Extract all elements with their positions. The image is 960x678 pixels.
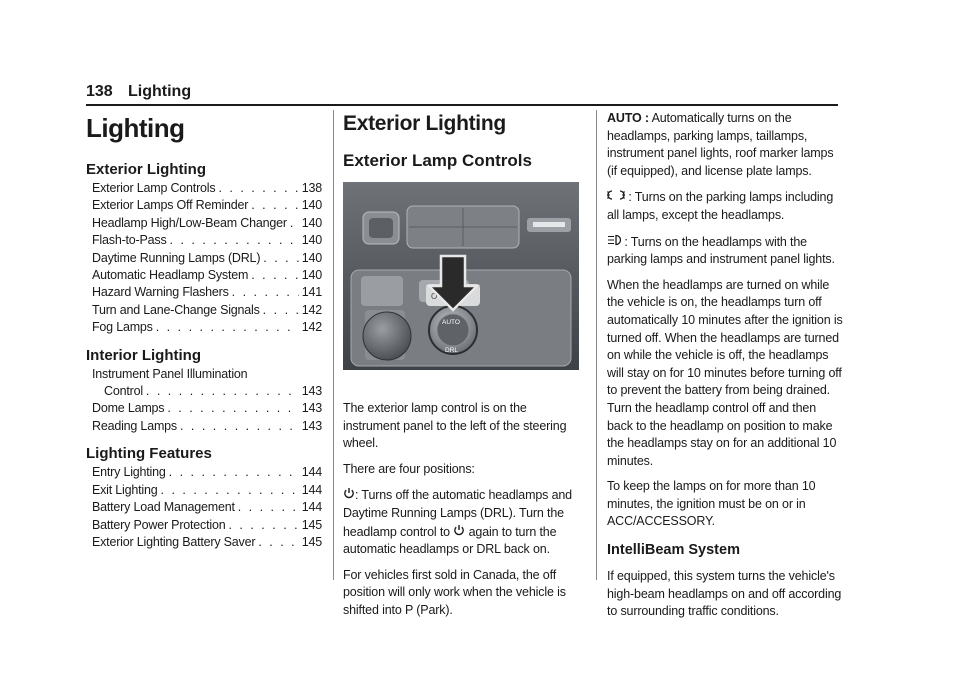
toc-entry[interactable]: [86, 197, 322, 214]
content-column-3: [607, 110, 843, 629]
toc-entry[interactable]: [86, 232, 322, 249]
paragraph: The exterior lamp control is on the instrument panel to the left of the steering wheel.: [343, 401, 567, 451]
toc-entry[interactable]: [86, 418, 322, 435]
toc-entry-page: 142: [301, 302, 322, 317]
dot-leader: [146, 383, 299, 400]
dot-leader: [180, 418, 299, 435]
toc-entry[interactable]: [86, 215, 322, 232]
toc-entry-text: Headlamp High/Low-Beam Changer: [92, 215, 287, 230]
toc-group-exterior: [86, 160, 322, 337]
toc-group-interior: [86, 346, 322, 436]
toc-entry-text: Exterior Lighting Battery Saver: [92, 534, 256, 549]
toc-entry[interactable]: [86, 180, 322, 197]
toc-entry[interactable]: [86, 319, 322, 336]
toc-entry-text: Battery Power Protection: [92, 517, 226, 532]
toc-entry-page: 143: [301, 384, 322, 399]
dot-leader: [161, 482, 299, 499]
toc-entry-page: 143: [301, 418, 322, 433]
toc-entry-text: Reading Lamps: [92, 418, 177, 433]
headlamp-control-illustration: [343, 182, 579, 370]
toc-entry-page: 140: [301, 233, 322, 248]
toc-entry-page: 143: [301, 401, 322, 416]
subsection-heading: IntelliBeam System: [607, 542, 740, 559]
dot-leader: [167, 400, 298, 417]
dot-leader: [169, 464, 299, 481]
section-heading: Exterior Lighting: [343, 112, 506, 135]
toc-entry-page: 144: [301, 500, 322, 515]
toc-entry-page: 140: [301, 198, 322, 213]
parking-lamps-icon: [607, 188, 625, 206]
dot-leader: [251, 267, 299, 284]
off-position-text: : Turns off the automatic headlamps and Daytime Running Lamps (DRL). Turn the headlamp control to: [343, 488, 572, 539]
power-off-icon: [343, 486, 355, 504]
photo-label-drl: DRL: [445, 347, 459, 354]
running-section-title: Lighting: [128, 83, 192, 100]
toc-column: [86, 110, 322, 560]
toc-entry-page: 140: [301, 268, 322, 283]
toc-entry[interactable]: [86, 383, 322, 400]
paragraph: There are four positions:: [343, 461, 475, 476]
toc-group-features: [86, 444, 322, 551]
toc-entry-page: 141: [301, 285, 322, 300]
content-column-2: [343, 110, 579, 628]
toc-entry-text: Control: [104, 384, 143, 399]
headlamp-control-photo: [343, 182, 579, 370]
subsection-heading: Exterior Lamp Controls: [343, 151, 532, 170]
dot-leader: [156, 319, 299, 336]
toc-entry-page: 138: [301, 181, 322, 195]
dot-leader: [232, 284, 299, 301]
toc-entry-page: 144: [301, 482, 322, 497]
paragraph-auto: [607, 110, 843, 180]
toc-entry-page: 145: [301, 534, 322, 549]
paragraph-parking: [607, 188, 843, 224]
dot-leader: [218, 180, 298, 197]
toc-entry[interactable]: [86, 267, 322, 284]
paragraph-off-position: [343, 486, 579, 558]
auto-text: Automatically turns on the headlamps, parking lamps, taillamps, instrument panel lights, roof marker lamps (if equipped), and license plate lamps.: [607, 111, 834, 178]
svg-text:O: O: [431, 292, 438, 301]
auto-label: AUTO :: [607, 111, 649, 125]
dot-leader: [263, 250, 298, 267]
photo-label-auto: AUTO: [442, 319, 460, 326]
toc-entry[interactable]: [86, 499, 322, 516]
dot-leader: [228, 517, 298, 534]
toc-group-title: Interior Lighting: [86, 346, 201, 364]
toc-entry[interactable]: [86, 517, 322, 534]
page-number: 138: [86, 83, 113, 100]
dot-leader: [251, 197, 299, 214]
off-position-text-2: again to turn the automatic headlamps or DRL back on.: [343, 524, 557, 557]
toc-entry-text: Fog Lamps: [92, 320, 153, 335]
headlamp-text: : Turns on the headlamps with the parking lamps and instrument panel lights.: [607, 234, 835, 267]
headlamp-icon: [607, 233, 621, 251]
toc-group-title: Exterior Lighting: [86, 161, 206, 178]
toc-entry[interactable]: [86, 302, 322, 319]
chapter-title: Lighting: [86, 113, 185, 143]
toc-entry-page: 144: [301, 465, 322, 480]
toc-entry-text: Exit Lighting: [92, 482, 158, 497]
column-divider: [596, 110, 597, 580]
toc-entry[interactable]: [86, 482, 322, 499]
dot-leader: [263, 302, 299, 319]
power-off-icon: [453, 523, 465, 541]
toc-entry[interactable]: [86, 284, 322, 301]
toc-entry-page: 140: [301, 215, 322, 230]
paragraph: When the headlamps are turned on while the vehicle is on, the headlamps turn off automatically 10 minutes after the ignition is turned off. When the headlamps are turned on while the vehicle is off, the headlamps will stay on for 10 minutes before turning off to prevent the battery from being drained. Turn the headlamp control off and then back to the headlamp on position to make the headlamps stay on for an additional 10 minutes.: [607, 277, 843, 468]
toc-entry-text[interactable]: Instrument Panel Illumination: [92, 366, 248, 381]
dot-leader: [290, 215, 299, 232]
toc-entry-text: Daytime Running Lamps (DRL): [92, 250, 261, 265]
toc-entry[interactable]: [86, 534, 322, 551]
toc-entry-page: 145: [301, 517, 322, 532]
paragraph: For vehicles first sold in Canada, the off position will only work when the vehicle is shifted into P (Park).: [343, 567, 566, 617]
paragraph-headlamps: [607, 233, 843, 269]
dot-leader: [238, 499, 299, 516]
dot-leader: [170, 232, 299, 249]
toc-entry-text: Entry Lighting: [92, 465, 166, 480]
toc-entry-page: 142: [301, 320, 322, 335]
paragraph: If equipped, this system turns the vehicle's high-beam headlamps on and off according to surrounding traffic conditions.: [607, 569, 842, 619]
dot-leader: [258, 534, 298, 551]
toc-group-title: Lighting Features: [86, 445, 212, 463]
toc-entry[interactable]: [86, 464, 322, 481]
toc-entry-text: Dome Lamps: [92, 401, 165, 416]
toc-entry-text: Turn and Lane-Change Signals: [92, 302, 260, 317]
column-divider: [333, 110, 334, 580]
toc-entry-text: Automatic Headlamp System: [92, 268, 249, 283]
paragraph: To keep the lamps on for more than 10 minutes, the ignition must be on or in ACC/ACCESSORY.: [607, 479, 816, 529]
toc-entry-text: Battery Load Management: [92, 500, 235, 515]
toc-entry-text: Exterior Lamps Off Reminder: [92, 198, 249, 213]
toc-entry[interactable]: [86, 250, 322, 267]
toc-entry[interactable]: [86, 400, 322, 417]
toc-entry-text: Hazard Warning Flashers: [92, 285, 229, 300]
parking-text: : Turns on the parking lamps including all lamps, except the headlamps.: [607, 190, 834, 222]
page-header: [86, 82, 838, 106]
toc-entry-page: 140: [301, 250, 322, 265]
toc-entry-text: Exterior Lamp Controls: [92, 181, 216, 195]
toc-entry-text: Flash-to-Pass: [92, 233, 167, 248]
